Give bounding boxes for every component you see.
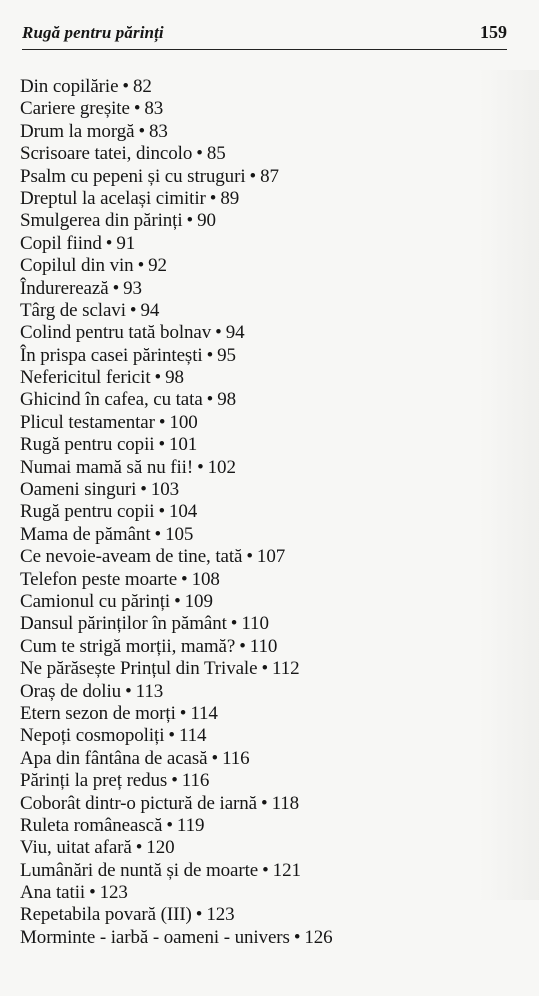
toc-entry-title: Coborât dintr-o pictură de iarnă (20, 792, 257, 814)
toc-entry-title: Rugă pentru copii (20, 434, 155, 456)
bullet-separator: • (166, 814, 173, 836)
toc-entry (20, 300, 333, 322)
toc-entry-title: Ne părăsește Prințul din Trivale (20, 658, 258, 680)
bullet-separator: • (249, 165, 257, 187)
toc-entry-page: 98 (217, 389, 237, 411)
bullet-separator: • (89, 882, 96, 904)
toc-entry-page: 114 (190, 702, 218, 724)
toc-entry-page: 83 (144, 98, 164, 120)
bullet-separator: • (129, 299, 137, 321)
bullet-separator: • (215, 322, 222, 344)
toc-entry-title: Târg de sclavi (20, 299, 126, 321)
bullet-separator: • (133, 98, 141, 120)
bullet-separator: • (112, 277, 120, 299)
bullet-separator: • (181, 568, 188, 590)
toc-entry-page: 92 (148, 255, 167, 277)
toc-entry-page: 105 (165, 523, 194, 545)
toc-entry-title: Oraș de doliu (20, 680, 122, 702)
toc-entry-page: 119 (176, 814, 205, 836)
bullet-separator: • (209, 187, 217, 209)
bullet-separator: • (174, 590, 181, 612)
toc-entry-title: Rugă pentru copii (20, 501, 155, 523)
bullet-separator: • (197, 456, 204, 478)
toc-entry (20, 725, 333, 747)
toc-entry (20, 322, 333, 344)
bullet-separator: • (206, 344, 214, 366)
toc-entry-title: Ruleta românească (20, 814, 163, 836)
toc-entry (20, 703, 333, 725)
toc-entry (20, 658, 333, 680)
toc-entry (20, 412, 333, 434)
toc-entry-title: Telefon peste moarte (20, 568, 178, 590)
toc-entry-title: Numai mamă să nu fii! (20, 456, 194, 478)
bullet-separator: • (140, 479, 147, 501)
toc-entry-title: Drum la morgă (20, 120, 135, 142)
toc-entry-title: Nefericitul fericit (20, 367, 151, 389)
table-of-contents (20, 76, 333, 949)
toc-entry-title: Camionul cu părinți (20, 590, 171, 612)
toc-entry-page: 114 (178, 725, 207, 747)
toc-entry (20, 98, 333, 120)
bullet-separator: • (158, 501, 165, 523)
bullet-separator: • (122, 76, 129, 97)
toc-entry (20, 188, 333, 210)
toc-entry (20, 255, 333, 277)
page-header (22, 23, 507, 50)
bullet-separator: • (206, 389, 214, 411)
bullet-separator: • (135, 837, 143, 859)
toc-entry-page: 120 (146, 837, 175, 859)
toc-entry-title: Din copilărie (20, 76, 119, 97)
toc-entry (20, 904, 333, 926)
bullet-separator: • (230, 613, 238, 635)
toc-entry-page: 118 (271, 792, 300, 814)
toc-entry-title: Cariere greșite (20, 98, 130, 120)
toc-entry (20, 860, 333, 882)
toc-entry-page: 85 (206, 143, 226, 165)
toc-entry (20, 121, 333, 143)
toc-entry-title: Ana tatii (20, 882, 86, 904)
toc-entry-title: Copilul din vin (20, 255, 134, 277)
toc-entry-page: 94 (225, 322, 245, 344)
toc-entry-title: Smulgerea din părinți (20, 210, 183, 232)
toc-entry (20, 389, 333, 411)
bullet-separator: • (239, 635, 246, 657)
bullet-separator: • (261, 792, 268, 814)
toc-entry (20, 143, 333, 165)
toc-entry-page: 116 (181, 770, 210, 792)
toc-entry (20, 793, 333, 815)
toc-entry-page: 95 (217, 344, 236, 366)
toc-entry (20, 76, 333, 98)
toc-entry (20, 479, 333, 501)
toc-entry-title: Psalm cu pepeni și cu struguri (20, 165, 246, 187)
toc-entry-page: 87 (260, 165, 279, 187)
toc-entry (20, 546, 333, 568)
toc-entry-title: Ce nevoie-aveam de tine, tată (20, 546, 243, 568)
toc-entry-page: 90 (197, 210, 216, 232)
bullet-separator: • (171, 770, 178, 792)
toc-entry-page: 110 (241, 613, 269, 635)
toc-entry-title: Nepoți cosmopoliți (20, 725, 165, 747)
bullet-separator: • (179, 702, 187, 724)
toc-entry-page: 100 (169, 411, 198, 433)
toc-entry-title: Copil fiind (20, 232, 102, 254)
toc-entry-page: 108 (191, 568, 220, 590)
bullet-separator: • (154, 523, 162, 545)
toc-entry-page: 101 (169, 434, 198, 456)
toc-entry (20, 367, 333, 389)
toc-entry-title: Etern sezon de morți (20, 702, 176, 724)
toc-entry (20, 591, 333, 613)
toc-entry-page: 109 (184, 590, 213, 612)
running-title: Rugă pentru părinți (22, 23, 164, 42)
bullet-separator: • (105, 232, 113, 254)
toc-entry-page: 93 (123, 277, 142, 299)
toc-entry-title: Plicul testamentar (20, 411, 155, 433)
toc-entry-title: Oameni singuri (20, 479, 137, 501)
toc-entry-title: Dansul părinților în pământ (20, 613, 227, 635)
toc-entry (20, 882, 333, 904)
bullet-separator: • (158, 411, 166, 433)
toc-entry-page: 126 (304, 926, 333, 948)
toc-entry-title: În prispa casei părintești (20, 344, 203, 366)
toc-entry-title: Repetabila povară (III) (20, 904, 192, 926)
toc-entry-title: Părinți la preț redus (20, 770, 168, 792)
toc-entry-title: Mama de pământ (20, 523, 151, 545)
bullet-separator: • (125, 680, 132, 702)
toc-entry (20, 770, 333, 792)
toc-entry (20, 524, 333, 546)
bullet-separator: • (293, 926, 301, 948)
toc-entry-title: Apa din fântâna de acasă (20, 747, 208, 769)
toc-entry-title: Scrisoare tatei, dincolo (20, 143, 193, 165)
toc-entry-title: Îndurerează (20, 277, 109, 299)
toc-entry (20, 927, 333, 949)
bullet-separator: • (261, 658, 268, 680)
toc-entry-title: Viu, uitat afară (20, 837, 132, 859)
toc-entry-title: Morminte - iarbă - oameni - univers (20, 926, 290, 948)
toc-entry-page: 102 (207, 456, 236, 478)
bullet-separator: • (137, 255, 145, 277)
toc-entry-page: 112 (272, 658, 300, 680)
bullet-separator: • (211, 747, 219, 769)
toc-entry-page: 123 (206, 904, 235, 926)
bullet-separator: • (138, 120, 145, 142)
toc-entry-page: 116 (222, 747, 250, 769)
toc-entry-page: 110 (249, 635, 278, 657)
toc-entry (20, 210, 333, 232)
bullet-separator: • (262, 859, 269, 881)
toc-entry-page: 89 (220, 187, 240, 209)
toc-entry-page: 91 (116, 232, 136, 254)
toc-entry (20, 233, 333, 255)
toc-entry-page: 121 (272, 859, 301, 881)
bullet-separator: • (158, 434, 165, 456)
toc-entry (20, 569, 333, 591)
toc-entry-page: 98 (165, 367, 184, 389)
bullet-separator: • (196, 143, 203, 165)
page-bleed-through (479, 70, 539, 900)
toc-entry (20, 278, 333, 300)
bullet-separator: • (195, 904, 203, 926)
toc-entry-page: 123 (99, 882, 128, 904)
toc-entry (20, 345, 333, 367)
toc-entry (20, 815, 333, 837)
toc-entry (20, 837, 333, 859)
toc-entry-page: 94 (140, 299, 160, 321)
toc-entry-title: Dreptul la același cimitir (20, 187, 206, 209)
toc-entry (20, 636, 333, 658)
toc-entry (20, 457, 333, 479)
bullet-separator: • (246, 546, 253, 568)
toc-entry-title: Lumânări de nuntă și de moarte (20, 859, 259, 881)
toc-entry (20, 434, 333, 456)
toc-entry-page: 103 (150, 479, 180, 501)
toc-entry-page: 113 (135, 680, 164, 702)
bullet-separator: • (186, 210, 194, 232)
toc-entry (20, 748, 333, 770)
toc-entry-page: 104 (169, 501, 198, 523)
toc-entry (20, 681, 333, 703)
toc-entry-title: Colind pentru tată bolnav (20, 322, 212, 344)
toc-entry (20, 501, 333, 523)
toc-entry-page: 107 (256, 546, 286, 568)
toc-entry (20, 166, 333, 188)
toc-entry-title: Ghicind în cafea, cu tata (20, 389, 203, 411)
toc-entry-page: 82 (132, 76, 152, 97)
toc-entry-page: 83 (149, 120, 168, 142)
bullet-separator: • (168, 725, 175, 747)
toc-entry-title: Cum te strigă morții, mamă? (20, 635, 236, 657)
page-number: 159 (480, 22, 507, 42)
bullet-separator: • (154, 367, 162, 389)
toc-entry (20, 613, 333, 635)
